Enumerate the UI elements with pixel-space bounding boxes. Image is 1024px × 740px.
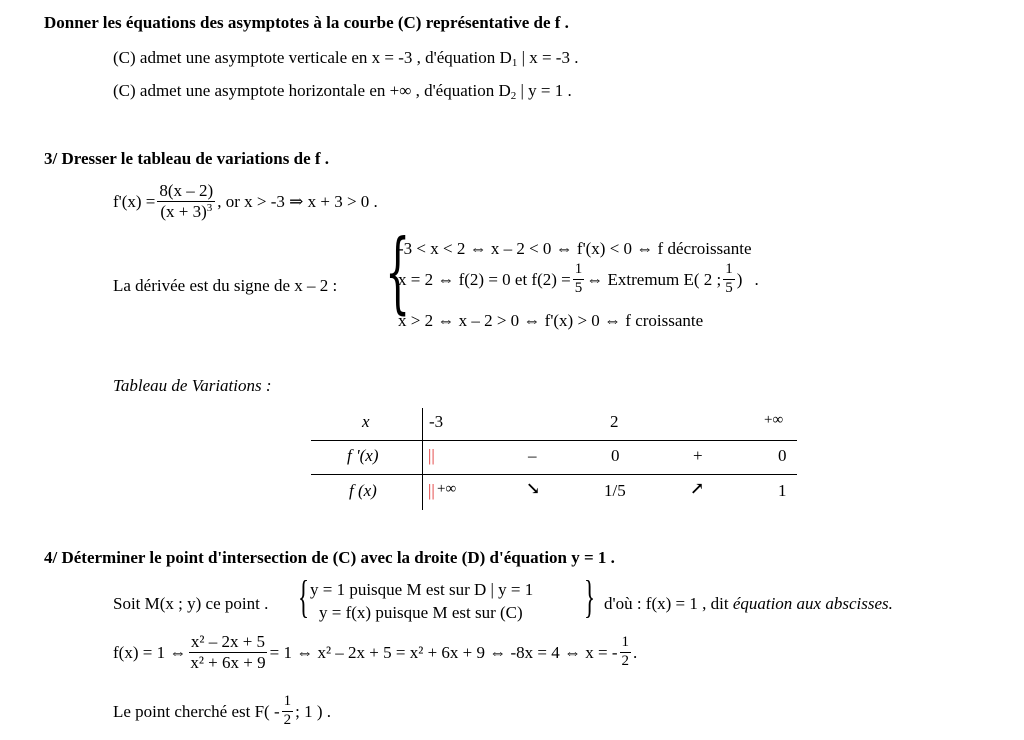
table-row2-end: 1 — [778, 481, 787, 500]
case2-frac-den: 5 — [574, 279, 583, 296]
deriv-den-base: (x + 3) — [160, 201, 207, 221]
table-hline-2 — [311, 474, 797, 475]
deriv-numerator: 8(x – 2) — [159, 181, 214, 200]
eq-end: . — [633, 642, 638, 662]
case-decreasing: -3 < x < 2 ⇔ x – 2 < 0 ⇔ f'(x) < 0 ⇔ f décroissante — [398, 239, 752, 258]
dou-text — [604, 595, 893, 612]
point-a: Le point cherché est F( - — [113, 701, 280, 721]
case2-frac-num: 1 — [573, 262, 585, 280]
table-header-minus3: -3 — [429, 412, 444, 431]
system-line1: y = 1 puisque M est sur D | y = 1 — [310, 580, 534, 599]
soit-text: Soit M(x ; y) ce point . — [113, 594, 269, 613]
case2-frac2-num: 1 — [723, 262, 735, 280]
table-hline-1 — [311, 440, 797, 441]
asym-line2-sub: 2 — [510, 90, 517, 102]
eq-result-fraction — [620, 635, 632, 670]
decreasing-arrow-icon: ↘ — [526, 479, 541, 498]
table-row1-zero: 0 — [611, 446, 620, 465]
case2-fraction — [573, 262, 585, 297]
table-row-derivative-label: f '(x) — [347, 446, 379, 465]
table-title: Tableau de Variations : — [113, 376, 272, 395]
asym-line2-text: (C) admet une asymptote horizontale en +∞ , d'équation D — [113, 81, 511, 100]
table-vline — [422, 408, 423, 510]
asymptote-horizontal-line — [113, 81, 572, 102]
asym-line1-end: | x = -3 . — [517, 48, 579, 67]
point-frac-den: 2 — [283, 711, 292, 728]
derivative-expression — [113, 182, 378, 221]
case-extremum — [398, 262, 759, 297]
case2-a: x = 2 ⇔ f(2) = 0 et f(2) = — [398, 269, 571, 289]
table-row-function-label: f (x) — [349, 481, 377, 500]
point-line — [113, 694, 331, 729]
eq-numerator: x² – 2x + 5 — [190, 632, 266, 651]
table-header-inf: +∞ — [764, 412, 784, 428]
table-header-x: x — [362, 412, 370, 431]
deriv-rhs: , or x > -3 ⇒ x + 3 > 0 . — [217, 191, 378, 211]
eq-denominator: x² + 6x + 9 — [190, 652, 266, 672]
deriv-fraction — [157, 182, 215, 221]
case-increasing: x > 2 ⇔ x – 2 > 0 ⇔ f'(x) > 0 ⇔ f croissante — [398, 311, 704, 330]
point-fraction — [282, 694, 294, 729]
increasing-arrow-icon: ↗ — [690, 479, 705, 498]
point-frac-num: 1 — [282, 694, 294, 712]
table-row1-end: 0 — [778, 446, 787, 465]
table-row2-double-bar: || — [428, 481, 435, 500]
table-row2-plus-inf: +∞ — [437, 481, 457, 497]
dou-italic: équation aux abscisses. — [732, 594, 893, 613]
table-row1-double-bar: || — [428, 446, 435, 465]
case2-fraction-2 — [723, 262, 735, 297]
case2-end: . — [754, 269, 759, 289]
case2-b: ⇔ Extremum E( 2 ; — [586, 269, 722, 289]
case2-frac2-den: 5 — [725, 279, 733, 296]
point-b: ; 1 ) . — [295, 701, 332, 721]
table-row1-minus: – — [528, 446, 537, 465]
asymptote-vertical-line — [113, 48, 579, 69]
table-row2-min-value: 1/5 — [604, 481, 626, 500]
asym-line2-end: | y = 1 . — [516, 81, 572, 100]
deriv-lhs: f'(x) = — [113, 191, 156, 211]
case2-c: ) — [736, 269, 743, 289]
section3-heading: 3/ Dresser le tableau de variations de f . — [44, 149, 330, 168]
dou-main: d'où : f(x) = 1 , dit — [604, 594, 733, 613]
eq-result-den: 2 — [621, 652, 629, 669]
asymptote-heading: Donner les équations des asymptotes à la courbe (C) représentative de f . — [44, 13, 569, 32]
asym-line1-text: (C) admet une asymptote verticale en x = -3 , d'équation D — [113, 48, 512, 67]
table-row1-plus: + — [693, 446, 703, 465]
table-header-2: 2 — [610, 412, 619, 431]
cases-brace: { — [385, 220, 411, 323]
equation-line — [113, 633, 637, 672]
eq-fraction — [188, 633, 267, 672]
eq-result-num: 1 — [620, 635, 632, 653]
eq-lhs: f(x) = 1 ⇔ — [113, 642, 187, 662]
asym-line1-sub: 1 — [511, 57, 518, 69]
deriv-den-exp: 3 — [206, 201, 213, 214]
sign-intro: La dérivée est du signe de x – 2 : — [113, 276, 338, 295]
eq-rhs: = 1 ⇔ x² – 2x + 5 = x² + 6x + 9 ⇔ -8x = 4 ⇔ x = - — [269, 642, 618, 662]
system-brace-right: } — [584, 571, 596, 622]
section4-heading: 4/ Déterminer le point d'intersection de (C) avec la droite (D) d'équation y = 1 . — [44, 548, 615, 567]
deriv-denominator — [158, 202, 214, 221]
system-line2: y = f(x) puisque M est sur (C) — [319, 603, 523, 622]
system-brace-left: { — [298, 571, 310, 622]
